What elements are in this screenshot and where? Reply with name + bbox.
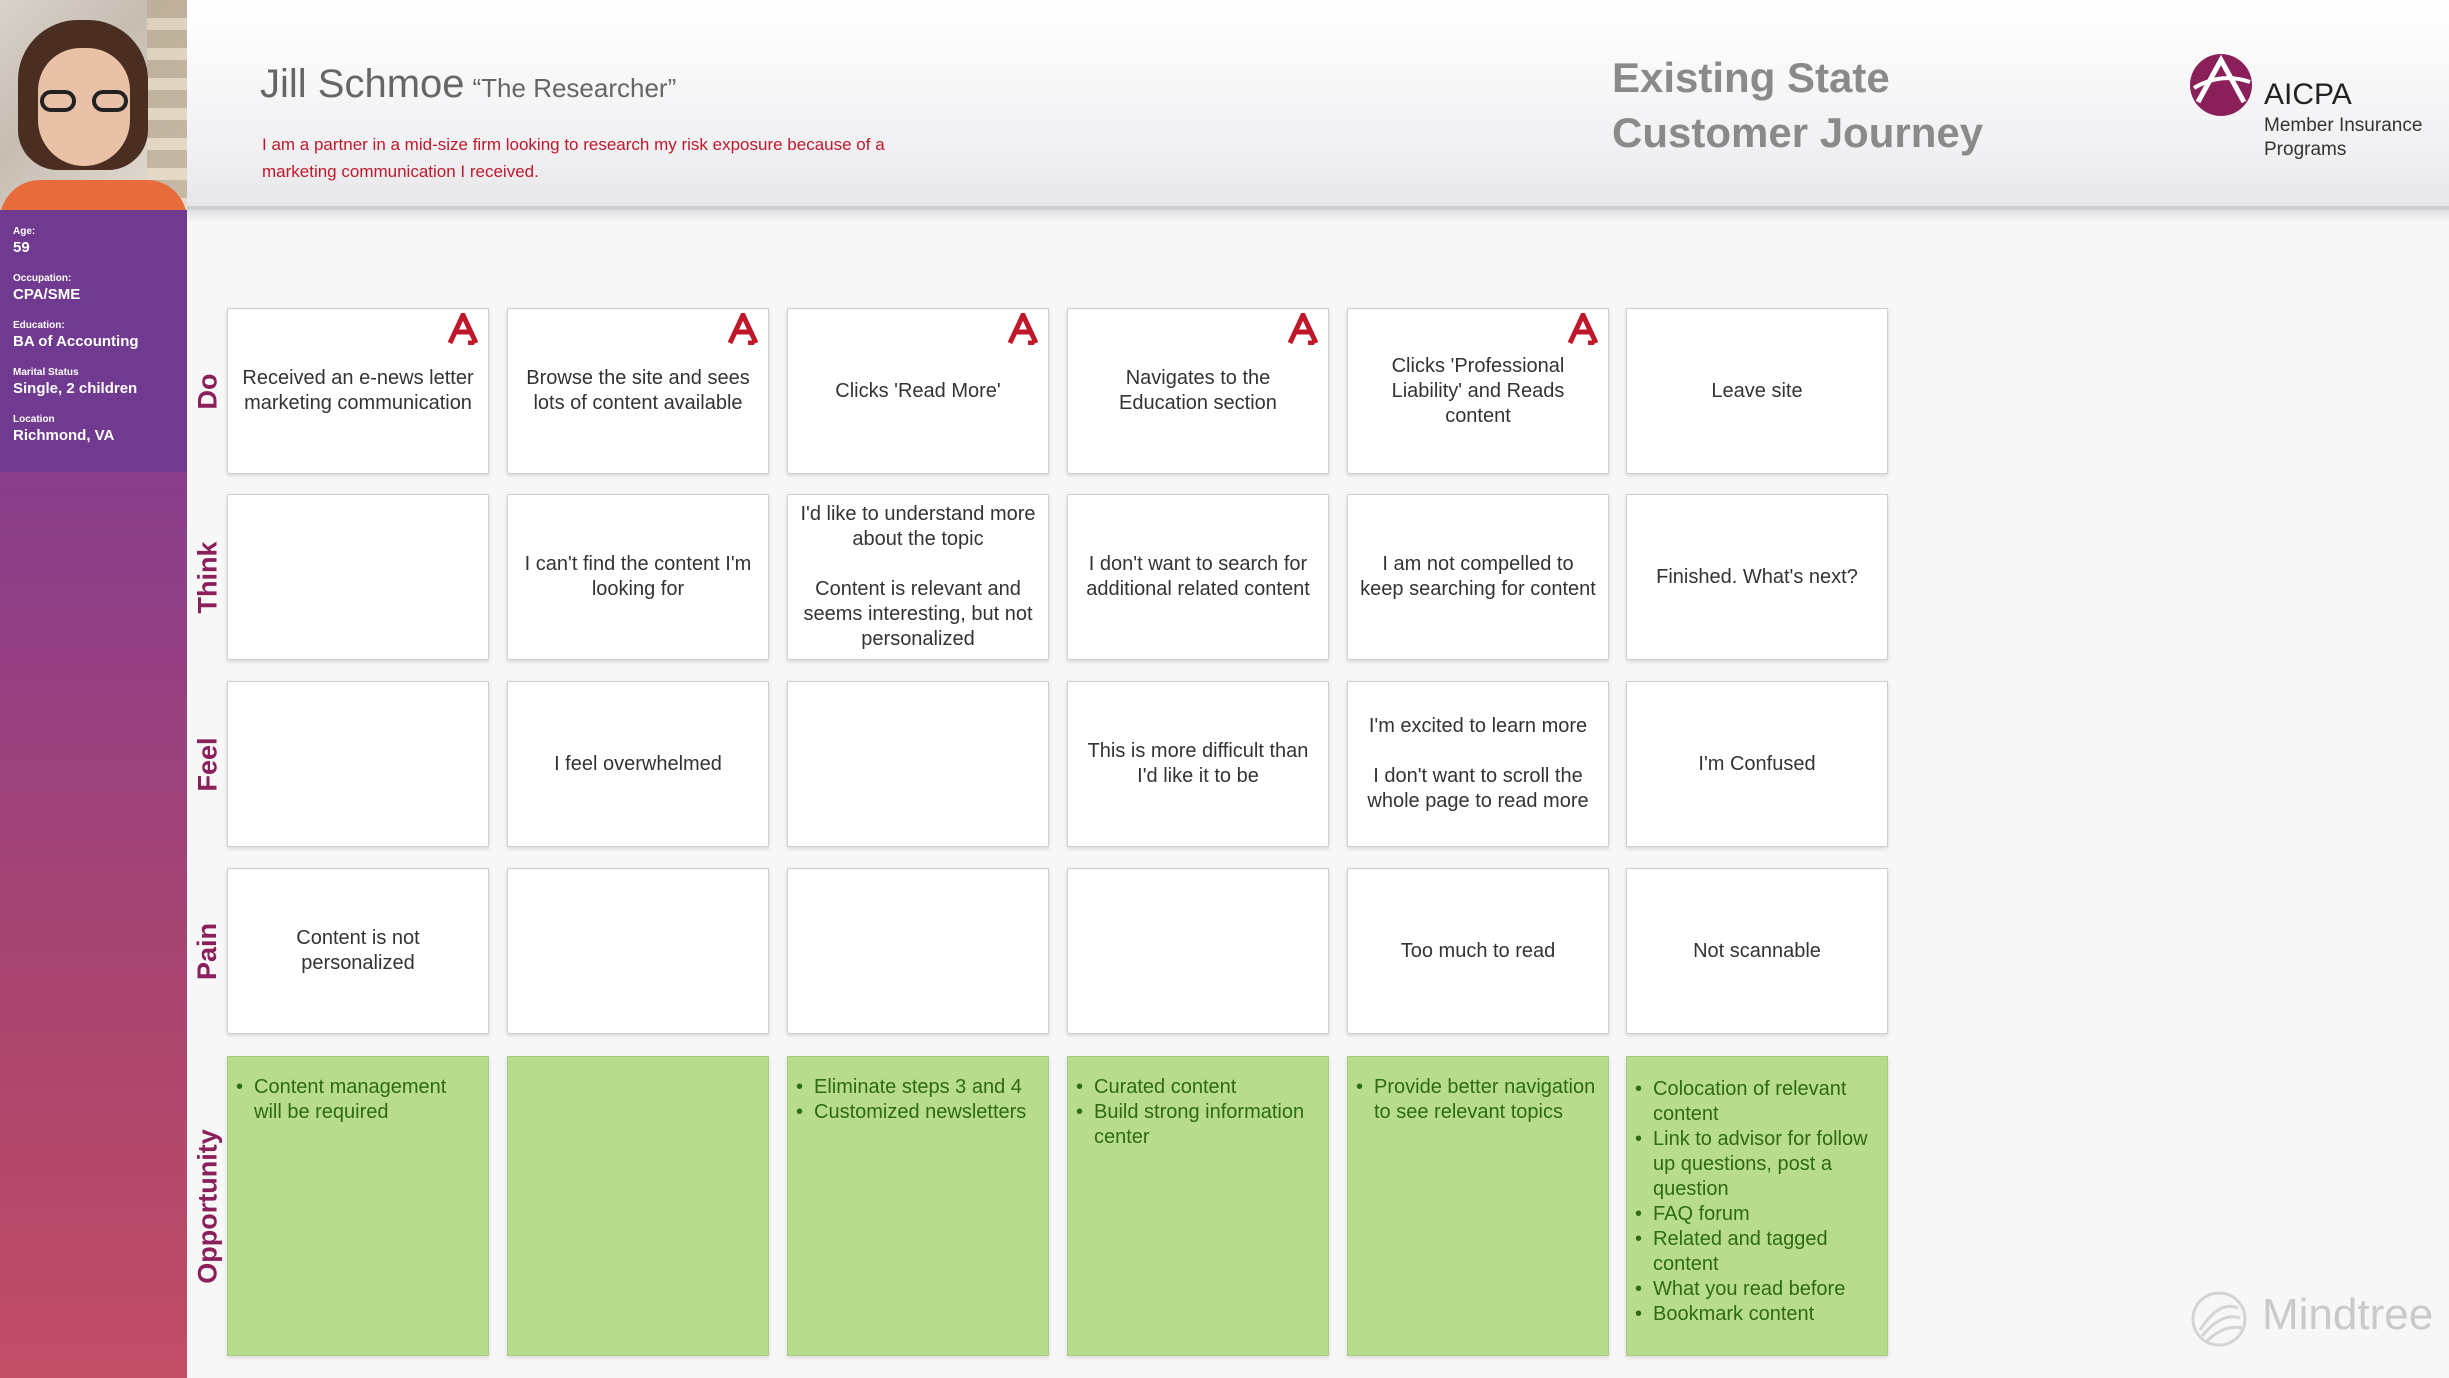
cell-text: I am not compelled to keep searching for content	[1360, 553, 1596, 600]
do-cell-5	[1347, 308, 1609, 474]
detail-location	[13, 414, 114, 445]
opportunity-list	[1627, 1057, 1887, 1327]
header-shadow	[187, 206, 2449, 222]
pain-cell-3	[787, 868, 1049, 1034]
cell-text: I can't find the content I'm looking for	[524, 553, 752, 600]
persona-quote: “The Researcher”	[472, 73, 677, 103]
pain-cell-4	[1067, 868, 1329, 1034]
aicpa-a-icon	[728, 313, 758, 345]
feel-cell-2	[507, 681, 769, 847]
aicpa-brand-sub: Member Insurance Programs	[2264, 115, 2423, 160]
persona-name	[260, 62, 676, 107]
list-item: • Related and tagged content	[1653, 1227, 1877, 1277]
pain-cell-2	[507, 868, 769, 1034]
opportunity-list	[228, 1057, 488, 1125]
list-item: • FAQ forum	[1653, 1202, 1877, 1227]
aicpa-a-icon	[1288, 313, 1318, 345]
think-cell-1	[227, 494, 489, 660]
list-item: • Content management will be required	[254, 1075, 478, 1125]
detail-value: BA of Accounting	[13, 333, 139, 350]
list-item: • Build strong information center	[1094, 1100, 1318, 1150]
feel-cell-6	[1626, 681, 1888, 847]
aicpa-logo-icon	[2188, 52, 2254, 118]
detail-education	[13, 320, 139, 351]
do-cell-6	[1626, 308, 1888, 474]
list-item: • Link to advisor for follow up questions, post a question	[1653, 1127, 1877, 1202]
cell-text: Received an e-news letter marketing communication	[242, 367, 474, 414]
list-item: • Customized newsletters	[814, 1100, 1038, 1125]
cell-text: Finished. What's next?	[1656, 565, 1858, 588]
row-label-do	[188, 308, 228, 474]
cell-text: I don't want to search for additional related content	[1086, 553, 1310, 600]
row-label-text: Think	[192, 541, 223, 613]
aicpa-brand-name: AICPA	[2264, 78, 2352, 111]
detail-marital-status	[13, 367, 137, 398]
opportunity-cell-4	[1067, 1056, 1329, 1356]
cell-text: Content is not personalized	[296, 927, 420, 974]
think-cell-2	[507, 494, 769, 660]
feel-cell-3	[787, 681, 1049, 847]
detail-age	[13, 226, 35, 257]
cell-text: Clicks 'Read More'	[835, 379, 1001, 402]
cell-text: I'd like to understand more about the topic Content is relevant and seems interesting, but not personalized	[800, 503, 1036, 650]
detail-value: CPA/SME	[13, 286, 81, 303]
opportunity-cell-3	[787, 1056, 1049, 1356]
row-label-text: Pain	[192, 922, 223, 980]
list-item: • Curated content	[1094, 1075, 1318, 1100]
detail-value: Richmond, VA	[13, 427, 115, 444]
row-label-text: Do	[192, 373, 223, 409]
think-cell-5	[1347, 494, 1609, 660]
detail-label: Marital Status	[13, 367, 79, 378]
cell-text: I feel overwhelmed	[554, 752, 722, 775]
detail-label: Age:	[13, 226, 36, 237]
list-item: • What you read before	[1653, 1277, 1877, 1302]
cell-text: I'm Confused	[1698, 752, 1816, 775]
do-cell-2	[507, 308, 769, 474]
row-label-pain	[188, 868, 228, 1034]
aicpa-a-icon	[448, 313, 478, 345]
opportunity-list	[1068, 1057, 1328, 1150]
mindtree-logo-icon	[2190, 1290, 2248, 1348]
aicpa-a-icon	[1008, 313, 1038, 345]
do-cell-1	[227, 308, 489, 474]
opportunity-cell-5	[1347, 1056, 1609, 1356]
cell-text: Browse the site and sees lots of content available	[526, 367, 750, 414]
detail-label: Occupation:	[13, 273, 72, 284]
row-label-think	[188, 494, 228, 660]
row-label-feel	[188, 681, 228, 847]
feel-cell-5	[1347, 681, 1609, 847]
list-item: • Bookmark content	[1653, 1302, 1877, 1327]
opportunity-cell-6	[1626, 1056, 1888, 1356]
do-cell-4	[1067, 308, 1329, 474]
opportunity-cell-1	[227, 1056, 489, 1356]
cell-text: Navigates to the Education section	[1119, 367, 1277, 414]
opportunity-cell-2	[507, 1056, 769, 1356]
aicpa-a-icon	[1568, 313, 1598, 345]
feel-cell-4	[1067, 681, 1329, 847]
do-cell-3	[787, 308, 1049, 474]
cell-text: Too much to read	[1400, 939, 1556, 962]
title-line-1: Existing State	[1612, 54, 1890, 101]
cell-text: Leave site	[1711, 379, 1803, 402]
think-cell-3	[787, 494, 1049, 660]
cell-text: This is more difficult than I'd like it to be	[1087, 740, 1309, 787]
page-title	[1612, 50, 1983, 160]
persona-description: I am a partner in a mid-size firm looking to research my risk exposure because of a marketing communication I received.	[262, 135, 885, 181]
mindtree-wordmark: Mindtree	[2262, 1290, 2434, 1339]
list-item: • Provide better navigation to see relevant topics	[1374, 1075, 1598, 1125]
pain-cell-5	[1347, 868, 1609, 1034]
title-line-2: Customer Journey	[1612, 109, 1984, 156]
pain-cell-1	[227, 868, 489, 1034]
cell-text: Not scannable	[1693, 939, 1821, 962]
pain-cell-6	[1626, 868, 1888, 1034]
opportunity-list	[1348, 1057, 1608, 1125]
row-label-text: Opportunity	[192, 1128, 223, 1284]
row-label-opportunity	[188, 1056, 228, 1356]
cell-text: I'm excited to learn more I don't want to scroll the whole page to read more	[1367, 715, 1589, 812]
detail-label: Location	[13, 414, 55, 425]
detail-value: Single, 2 children	[13, 380, 138, 397]
list-item: • Eliminate steps 3 and 4	[814, 1075, 1038, 1100]
detail-occupation	[13, 273, 80, 304]
feel-cell-1	[227, 681, 489, 847]
persona-name-text: Jill Schmoe	[260, 62, 465, 106]
think-cell-4	[1067, 494, 1329, 660]
persona-photo	[0, 0, 187, 210]
cell-text: Clicks 'Professional Liability' and Reads content	[1391, 354, 1565, 427]
detail-label: Education:	[13, 320, 65, 331]
opportunity-list	[788, 1057, 1048, 1125]
detail-value: 59	[13, 239, 30, 256]
list-item: • Colocation of relevant content	[1653, 1077, 1877, 1127]
think-cell-6	[1626, 494, 1888, 660]
persona-details	[0, 210, 187, 472]
row-label-text: Feel	[192, 736, 223, 792]
